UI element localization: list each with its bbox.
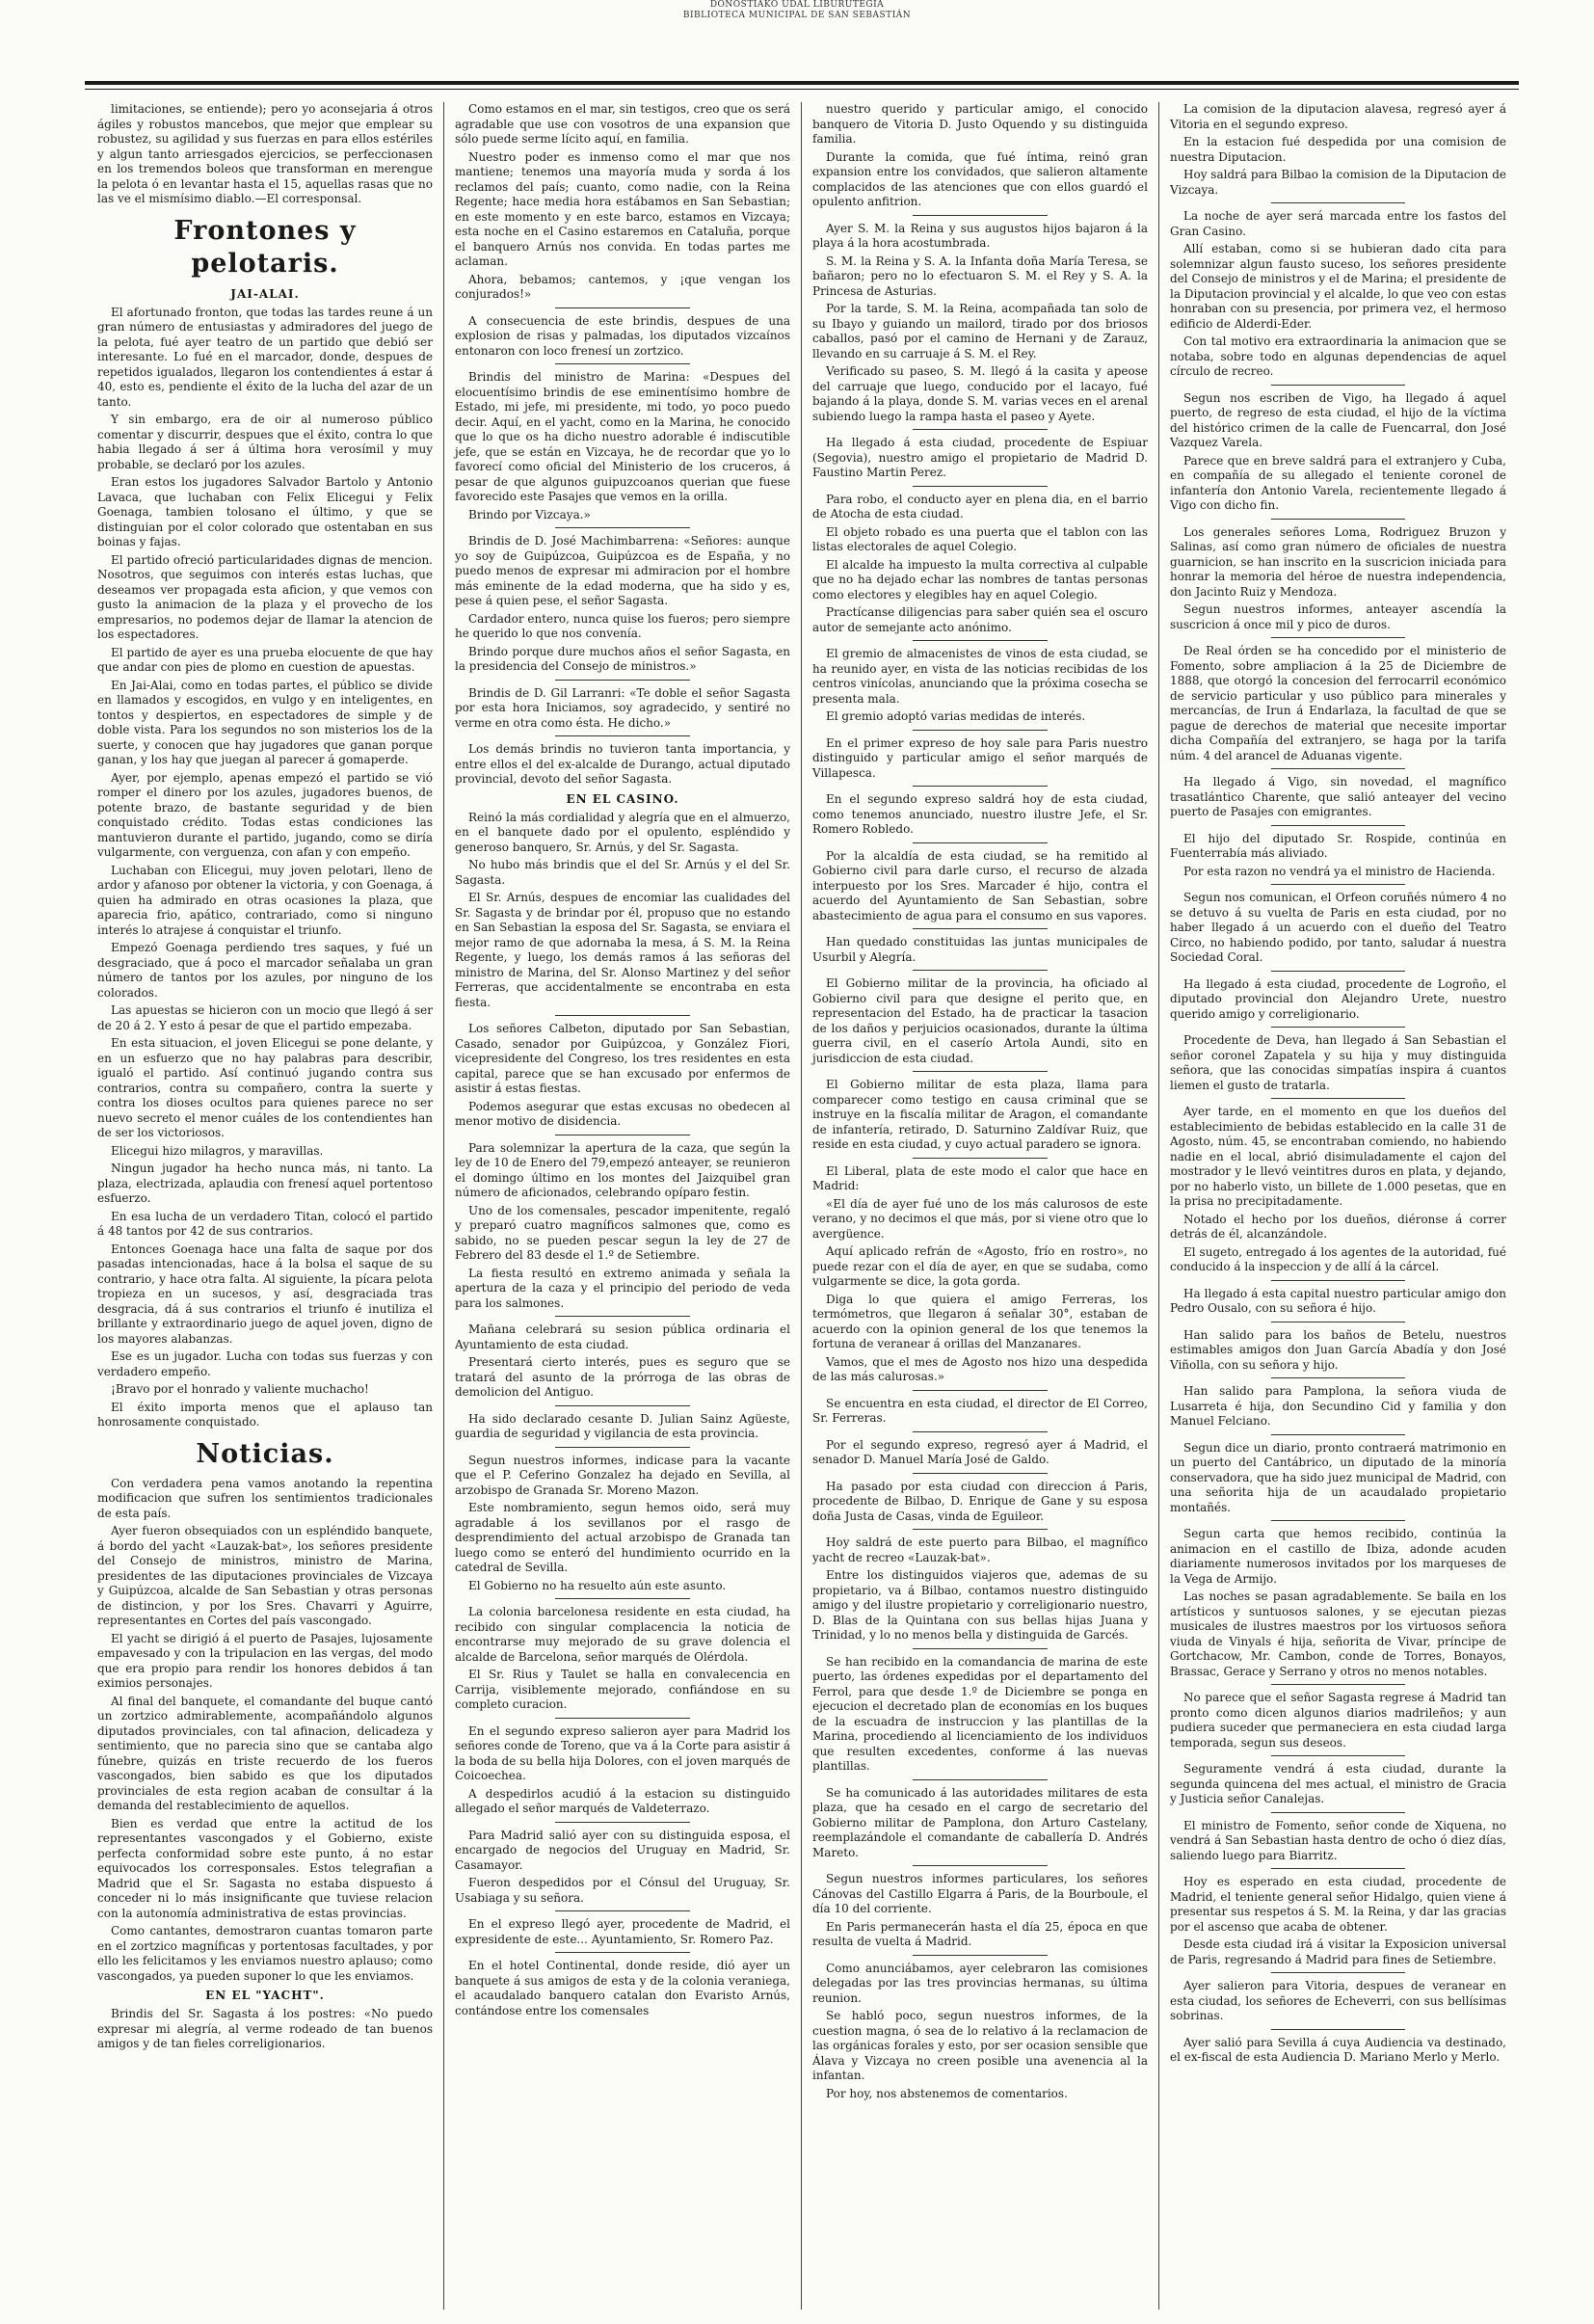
paragraph: Brindo porque dure muchos años el señor Sagasta, en la presidencia del Consejo de ministros.»: [455, 644, 790, 673]
paragraph: Los generales señores Loma, Rodriguez Bruzon y Salinas, así como gran número de oficiales de nuestra guarnicion, se han inscrito en la suscricion iniciada para honrar la memoria del héroe de nuestra independencia, don Jacinto Ruiz y Mendoza.: [1170, 524, 1506, 599]
section-heading-frontones: Frontones y pelotaris.: [173, 215, 357, 279]
separator: [1271, 884, 1406, 885]
paragraph: Aquí aplicado refrán de «Agosto, frío en rostro», no puede rezar con el día de ayer, en que se sudaba, como vulgarmente se dice, la gota gorda.: [812, 1244, 1148, 1288]
separator: [913, 970, 1047, 971]
separator: [913, 1158, 1047, 1159]
paragraph: En el primer expreso de hoy sale para Paris nuestro distinguido y particular amigo el señor marqués de Villapesca.: [812, 735, 1148, 780]
paragraph: Segun nuestros informes, anteayer ascendía la suscricion á once mil y pico de duros.: [1170, 602, 1506, 631]
paragraph: El ministro de Fomento, señor conde de Xiquena, no vendrá á San Sebastian hasta dentro de ocho ó diez días, saliendo luego para Biarritz.: [1170, 1818, 1506, 1862]
separator: [1271, 1812, 1406, 1813]
paragraph: Con verdadera pena vamos anotando la repentina modificacion que sufren los sentimientos tradicionales de esta país.: [97, 1476, 433, 1520]
paragraph: Ayer fueron obsequiados con un espléndido banquete, á bordo del yacht «Lauzak-bat», los señores presidente del Consejo de ministros, ministro de Marina, presidentes de las diputaciones provinciales de Vizcaya y Guipúzcoa, alcalde de San Sebastian y otras personas de distincion, y por los Sres. Chavarri y Aguirre, representantes en Cortes del país vascongado.: [97, 1524, 433, 1627]
paragraph: En el hotel Continental, donde reside, dió ayer un banquete á sus amigos de esta y de la colonia veraniega, el acaudalado banquero catalan don Evaristo Arnús, contándose entre los comensales: [455, 1959, 790, 2017]
paragraph: Empezó Goenaga perdiendo tres saques, y fué un desgraciado, que á poco el marcador señalaba un gran número de tantos por los azules, por ninguno de los colorados.: [97, 941, 433, 1000]
separator: [555, 363, 689, 364]
subheading-en-el-casino: EN EL CASINO.: [566, 791, 679, 806]
paragraph: Elicegui hizo milagros, y maravillas.: [111, 1143, 324, 1158]
separator: [1271, 1027, 1406, 1028]
paragraph: Notado el hecho por los dueños, diéronse á correr detrás de él, alcanzándole.: [1170, 1212, 1506, 1241]
paragraph: Ahora, bebamos; cantemos, y ¡que vengan los conjurados!»: [455, 272, 790, 301]
paragraph: El Gobierno no ha resuelto aún este asunto.: [468, 1578, 727, 1592]
paragraph: La noche de ayer será marcada entre los fastos del Gran Casino.: [1170, 209, 1506, 238]
separator: [913, 1779, 1047, 1780]
paragraph: Practícanse diligencias para saber quién sea el oscuro autor de semejante acto anónimo.: [812, 605, 1148, 634]
separator: [1271, 971, 1406, 972]
paragraph: El partido ofreció particularidades dignas de mencion. Nosotros, que seguimos con interés estas luchas, que deseamos ver propagada esta aficion, y que vemos con gusto la animacion de la plaza y el provecho de los empresarios, no podemos dejar de llamar la atencion de los espectadores.: [97, 552, 433, 641]
paragraph: El Liberal, plata de este modo el calor que hace en Madrid:: [812, 1163, 1148, 1192]
separator: [555, 1447, 689, 1448]
paragraph: Entre los distinguidos viajeros que, ademas de su propietario, va á Bilbao, contamos nuestro distinguido amigo y del ilustre propietario y correligionario nuestro, D. Blas de la Quintana con sus bellas hijas Juana y Trinidad, y lo no menos bella y distinguida de Garcés.: [812, 1568, 1148, 1642]
paragraph: De Real órden se ha concedido por el ministerio de Fomento, sobre ampliacion á la 25 de Diciembre de 1888, que otorgó la concesion del ferrocarril económico de servicio particular y uso público para minerales y mercancías, de Irun á Endarlaza, la facultad de que se pague de derechos de material que necesite importar dicha Compañía del extranjero, se haga por la tarifa núm. 4 del arancel de Aduanas vigente.: [1170, 644, 1506, 762]
paragraph: Ayer S. M. la Reina y sus augustos hijos bajaron á la playa á la hora acostumbrada.: [812, 221, 1148, 250]
paragraph: Han quedado constituidas las juntas municipales de Usurbil y Alegría.: [812, 935, 1148, 964]
separator: [1271, 202, 1406, 203]
paragraph: Ayer tarde, en el momento en que los dueños del establecimiento de bebidas establecido en la calle 31 de Agosto, núm. 45, se encontraban comiendo, no habiendo nadie en el local, abrió disimuladamente el cajon del mostrador y le llevó veintitres duros en plata, y dejando, por no haberlo visto, un billete de 1.000 pesetas, que en la prisa no precipitadamente.: [1170, 1105, 1506, 1208]
paragraph: No hubo más brindis que el del Sr. Arnús y el del Sr. Sagasta.: [455, 858, 790, 887]
paragraph: Vamos, que el mes de Agosto nos hizo una despedida de las más calurosas.»: [812, 1354, 1148, 1383]
paragraph: Por esta razon no vendrá ya el ministro de Hacienda.: [1183, 864, 1496, 878]
library-masthead: [0, 0, 1594, 21]
paragraph: Eran estos los jugadores Salvador Bartolo y Antonio Lavaca, que luchaban con Felix Elicegui y Felix Goenaga, tambien tolosano el último, y que se distinguian por el color colorado que ostentaban en sus boinas y fajas.: [97, 475, 433, 548]
paragraph: La comision de la diputacion alavesa, regresó ayer á Vitoria en el segundo expreso.: [1170, 102, 1506, 131]
separator: [1271, 1377, 1406, 1378]
separator: [555, 735, 689, 736]
subheading-jai-alai: JAI-ALAI.: [230, 286, 300, 301]
paragraph: El Gobierno militar de esta plaza, llama para comparecer como testigo en causa criminal que se instruye en la fiscalía militar de Aragon, el comandante de infantería, retirado, D. Saturnino Zaldívar Ruiz, que reside en esta ciudad, y cuyo actual paradero se ignora.: [812, 1078, 1148, 1151]
paragraph: Reinó la más cordialidad y alegría que en el almuerzo, en el banquete dado por el opulento, espléndido y generoso banquero, Sr. Arnús, y del Sr. Sagasta.: [455, 810, 790, 854]
columns: [87, 102, 1517, 2310]
paragraph: Brindis de D. Gil Larranri: «Te doble el señor Sagasta por esta hora Iniciamos, soy agradecido, y sentiré no verme en otra como ésta. He dicho.»: [455, 685, 790, 730]
separator: [913, 730, 1047, 731]
paragraph: Procedente de Deva, han llegado á San Sebastian el señor coronel Zapatela y su hija y muy distinguida señora, que las conocidas simpatías inspira á cuantos liemen el gusto de tratarla.: [1170, 1033, 1506, 1092]
paragraph: A despedirlos acudió á la estacion su distinguido allegado el señor marqués de Valdeterrazo.: [455, 1786, 790, 1815]
separator: [913, 1431, 1047, 1432]
paragraph: Como cantantes, demostraron cuantas tomaron parte en el zortzico magníficas y portentosas facultades, y por ello les felicitamos y les enviamos nuestro aplauso; como vascongados, ya pueden suponer lo que les enviamos.: [97, 1924, 433, 1983]
separator: [913, 215, 1047, 216]
paragraph: El alcalde ha impuesto la multa correctiva al culpable que no ha dejado echar las nombres de tantas personas como electores y elegibles hay en aquel Colegio.: [812, 557, 1148, 601]
paragraph: Con tal motivo era extraordinaria la animacion que se notaba, sobre todo en algunas dependencias de aquel círculo de recreo.: [1170, 334, 1506, 378]
paragraph: Los señores Calbeton, diputado por San Sebastian, Casado, senador por Guipúzcoa, y González Fiori, vicepresidente del Congreso, los tres residentes en esta capital, parece que se han excusado por enfermos de asistir á estas fiestas.: [455, 1022, 790, 1095]
paragraph: En Jai-Alai, como en todas partes, el público se divide en llamados y escogidos, en vulgo y en inteligentes, en tontos y despiertos, en espectadores de simple y de doble vista. Para los segundos no son misterios los de la suerte, y conocen que hay jugadores que ganan porque ganan, y los hay que juegan al parecer á gomaperde.: [97, 678, 433, 766]
paragraph: El éxito importa menos que el aplauso tan honrosamente conquistado.: [97, 1400, 433, 1429]
paragraph: A consecuencia de este brindis, despues de una explosion de risas y palmadas, los diputados vizcaínos entonaron con loco frenesí un zortzico.: [455, 313, 790, 358]
separator: [555, 1718, 689, 1719]
paragraph: Al final del banquete, el comandante del buque cantó un zortzico admirablemente, acompañándolo algunos diputados provinciales, con tal afinacion, delicadeza y sentimiento, que no parecia sino que se cantaba algo fúnebre, quizás en triste recuerdo de los fueros vascongados, bien sabido es que los diputados provinciales de esta region acaban de consultar á la demanda del restablecimiento de aquellos.: [97, 1694, 433, 1812]
separator: [913, 486, 1047, 487]
paragraph: Ayer salieron para Vitoria, despues de veranear en esta ciudad, los señores de Echeverri, con sus bellísimas sobrinas.: [1170, 1979, 1506, 2022]
paragraph: Ayer, por ejemplo, apenas empezó el partido se vió romper el dinero por los azules, jugadores buenos, de potente brazo, de bastante seguridad y de bien conquistado crédito. Todas estas condiciones las mantuvieron durante el partido, jugando, como se diría vulgarmente, con verguenza, con afan y con empeño.: [97, 770, 433, 859]
separator: [913, 1648, 1047, 1649]
paragraph: Luchaban con Elicegui, muy joven pelotari, lleno de ardor y afanoso por obtener la victoria, y con Goenaga, á quien ha admirado en otras ocasiones la plaza, que aparecia frio, apático, contrariado, como si ninguno interés lo atrajese á conquistar el triunfo.: [97, 863, 433, 937]
paragraph: Brindis del ministro de Marina: «Despues del elocuentísimo brindis de ese eminentísimo hombre de Estado, mi jefe, mi presidente, mi todo, yo poco puedo decir. Aquí, en el yacht, como en la Marina, he conocido que lo que os ha dicho nuestro adorable é indiscutible jefe, que se están en Vizcaya, he de recordar que yo lo favorecí como oficial del Ministerio de los cruceros, á pesar de que algunos guipuzcoanos querian que fuese favorecido este Pasajes que vemos en la orilla.: [455, 370, 790, 503]
paragraph: Desde esta ciudad irá á visitar la Exposicion universal de Paris, regresando á Madrid para fines de Setiembre.: [1170, 1937, 1506, 1966]
paragraph: En el segundo expreso saldrá hoy de esta ciudad, como tenemos anunciado, nuestro ilustre Jefe, el Sr. Romero Robledo.: [812, 792, 1148, 836]
paragraph: Las apuestas se hicieron con un mocio que llegó á ser de 20 á 2. Y esto á pesar de que el partido empezaba.: [97, 1003, 433, 1032]
paragraph: Se habló poco, segun nuestros informes, de la cuestion magna, ó sea de lo relativo á la reclamacion de las orgánicas forales y esto, por ser ocasion sensible que Álava y Vizcaya no creen posible una avenencia al la infantan.: [812, 2009, 1148, 2082]
paragraph: Se encuentra en esta ciudad, el director de El Correo, Sr. Ferreras.: [812, 1396, 1148, 1425]
paragraph: Cardador entero, nunca quise los fueros; pero siempre he querido lo que nos convenía.: [455, 611, 790, 640]
separator: [555, 1598, 689, 1599]
separator: [555, 1910, 689, 1911]
separator: [555, 680, 689, 681]
separator: [1271, 1280, 1406, 1281]
paragraph: El gremio adoptó varias medidas de interés.: [826, 709, 1086, 723]
separator: [1271, 1520, 1406, 1521]
separator: [555, 1822, 689, 1823]
paragraph: Por el segundo expreso, regresó ayer á Madrid, el senador D. Manuel María José de Galdo.: [812, 1437, 1148, 1466]
paragraph: Durante la comida, que fué íntima, reinó gran expansion entre los convidados, que salieron altamente complacidos de las atenciones que con ellos guardó el opulento anfitrion.: [812, 149, 1148, 208]
separator: [1271, 385, 1406, 386]
separator: [1271, 519, 1406, 520]
paragraph: Y sin embargo, era de oir al numeroso público comentar y discurrir, despues que el éxito, contra lo que habia llegado á ser á última hora verosímil y muy probable, se declaró por los azules.: [97, 413, 433, 471]
separator: [555, 1316, 689, 1317]
separator: [913, 640, 1047, 641]
paragraph: Hoy saldrá de este puerto para Bilbao, el magnífico yacht de recreo «Lauzak-bat».: [812, 1536, 1148, 1564]
paragraph: Allí estaban, como si se hubieran dado cita para solemnizar algun fausto suceso, los señores presidente del Consejo de ministros y el de Marina; el presidente de la Diputacion provincial y el alcalde, lo que veo con estas honraban con su presencia, por primera vez, el hermoso edificio de Alderdi-Eder.: [1170, 242, 1506, 331]
paragraph: Ha pasado por esta ciudad con direccion á Paris, procedente de Bilbao, D. Enrique de Gane y su esposa doña Justa de Casas, vinda de Eguileor.: [812, 1479, 1148, 1523]
column-1: [87, 102, 444, 2310]
paragraph: Ha sido declarado cesante D. Julian Sainz Agüeste, guardia de seguridad y vigilancia de esta provincia.: [455, 1411, 790, 1440]
paragraph: En esa lucha de un verdadero Titan, colocó el partido á 48 tantos por 42 de sus contrarios.: [97, 1209, 433, 1238]
separator: [555, 1015, 689, 1016]
separator: [1271, 1868, 1406, 1869]
separator: [555, 1952, 689, 1953]
paragraph: En el segundo expreso salieron ayer para Madrid los señores conde de Toreno, que va á la Corte para asistir á la boda de su bella hija Dolores, con el joven marqués de Coicoechea.: [455, 1723, 790, 1782]
top-rule-thin: [85, 89, 1519, 90]
paragraph: En el expreso llegó ayer, procedente de Madrid, el expresidente de este... Ayuntamiento, Sr. Romero Paz.: [455, 1917, 790, 1946]
paragraph: Ha llegado á Vigo, sin novedad, el magnífico trasatlántico Charente, que salió anteayer del vecino puerto de Pasajes con emigrantes.: [1170, 775, 1506, 818]
paragraph: El gremio de almacenistes de vinos de esta ciudad, se ha reunido ayer, en vista de las noticias recibidas de los centros vinícolas, anunciando que la próxima cosecha se presenta mala.: [812, 647, 1148, 706]
top-rule-thick: [85, 81, 1519, 85]
paragraph: La colonia barcelonesa residente en esta ciudad, ha recibido con singular complacencia la noticia de encontrarse muy mejorado de su grave dolencia el alcalde de Barcelona, señor marqués de Olérdola.: [455, 1605, 790, 1664]
paragraph: El objeto robado es una puerta que el tablon con las listas electorales de aquel Colegio.: [812, 524, 1148, 553]
paragraph: Ningun jugador ha hecho nunca más, ni tanto. La plaza, electrizada, aplaudia con frenesí aquel portentoso esfuerzo.: [97, 1162, 433, 1205]
paragraph: Mañana celebrará su sesion pública ordinaria el Ayuntamiento de esta ciudad.: [455, 1322, 790, 1351]
paragraph: Uno de los comensales, pescador impenitente, regaló y preparó cuatro magníficos salmones que, como es sabido, no se pueden pescar segun la ley de 27 de Febrero del 83 desde el 1.º de Setiembre.: [455, 1203, 790, 1262]
paragraph: Segun carta que hemos recibido, continúa la animacion en el castillo de Ibiza, adonde acuden diariamente numerosos invitados por los marqueses de la Vega de Armijo.: [1170, 1527, 1506, 1586]
separator: [1271, 637, 1406, 638]
paragraph: El sugeto, entregado á los agentes de la autoridad, fué conducido á la inspeccion y de allí á la cárcel.: [1170, 1244, 1506, 1273]
paragraph: Este nombramiento, segun hemos oido, será muy agradable á los sevillanos por el rasgo de desprendimiento del actual arzobispo de Granada tan luego como se enteró del hundimiento ocurrido en la catedral de Sevilla.: [455, 1501, 790, 1574]
paragraph: El yacht se dirigió á el puerto de Pasajes, lujosamente empavesado y con la tripulacion en las vergas, del modo que era propio para rendir los honores debidos á tan eximios personajes.: [97, 1631, 433, 1690]
paragraph: Las noches se pasan agradablemente. Se baila en los artísticos y suntuosos salones, y se ejecutan piezas musicales de ilustres maestros por los virtuosos señora viuda de Vinyals é hija, señorita de Vivar, príncipe de Gortchacow, Mr. Cambon, conde de Torres, Bonayos, Brassac, Gerace y Serrano y otros no menos notables.: [1170, 1589, 1506, 1678]
paragraph: La fiesta resultó en extremo animada y señala la apertura de la caza y el principio del periodo de veda para los salmones.: [455, 1266, 790, 1310]
separator: [1271, 825, 1406, 826]
paragraph: Entonces Goenaga hace una falta de saque por dos pasadas intencionadas, hace á la bolsa el saque de su contrario, y hace otra falta. Al siguiente, la pícara pelota tropieza en un sucesos, y así, desgraciada tras desgracia, dá á sus contrarios el triunfo é inutiliza el brillante y extraordinario juego de aquel joven, digno de los mayores alabanzas.: [97, 1242, 433, 1346]
paragraph: En la estacion fué despedida por una comision de nuestra Diputacion.: [1170, 135, 1506, 164]
separator: [1271, 1434, 1406, 1435]
paragraph: Hoy es esperado en esta ciudad, procedente de Madrid, el teniente general señor Hidalgo, quien viene á presentar sus respetos á S. M. la Reina, y dar las gracias por el ascenso que acaba de obtener.: [1170, 1875, 1506, 1934]
section-heading-noticias: Noticias.: [196, 1438, 334, 1469]
paragraph: El Sr. Rius y Taulet se halla en convalecencia en Carrija, visiblemente mejorado, confiándose en su completo curacion.: [455, 1668, 790, 1711]
paragraph: Fueron despedidos por el Cónsul del Uruguay, Sr. Usabiaga y su señora.: [455, 1876, 790, 1905]
paragraph: Seguramente vendrá á esta ciudad, durante la segunda quincena del mes actual, el ministro de Gracia y Justicia señor Canalejas.: [1170, 1762, 1506, 1805]
separator: [913, 429, 1047, 430]
separator: [913, 1955, 1047, 1956]
separator: [555, 1405, 689, 1406]
paragraph: Bien es verdad que entre la actitud de los representantes vascongados y el Gobierno, existe perfecta conformidad sobre este punto, á no estar equivocados los corresponsales. Estos telegrafian a Madrid que el Sr. Sagasta no estaba dispuesto á conceder ni lo más insignificante que tuviese relacion con la autonomía administrativa de estas provincias.: [97, 1816, 433, 1920]
paragraph: Verificado su paseo, S. M. llegó á la casita y apeose del carruaje que luego, conducido por el lacayo, fué bajando á la playa, donde S. M. varias veces en el arenal subiendo luego la rampa hasta el paseo y Ayete.: [812, 364, 1148, 423]
separator: [913, 842, 1047, 843]
paragraph: Nuestro poder es inmenso como el mar que nos mantiene; tenemos una mayoría muda y sorda á los reclamos del país; cuanto, como nadie, con la Reina Regente; hace media hora estábamos en San Sebastian; en este momento y en este barco, estamos en Vizcaya; esta noche en el Casino estaremos en Cataluña, porque el banquero Arnús nos convida. En todas partes me aclaman.: [455, 149, 790, 268]
paragraph: limitaciones, se entiende); pero yo aconsejaria á otros ágiles y robustos mancebos, que mejor que emplear su robustez, su agilidad y sus fuerzas en para ellos estériles y algun tanto arriesgados ejercicios, se perfeccionasen en los tremendos boleos que transforman en merengue la pelota ó en levantar hasta el 15, aquellas rasas que no las ve el mismísimo diablo.—El corresponsal.: [97, 102, 433, 205]
separator: [1271, 1684, 1406, 1685]
paragraph: Para Madrid salió ayer con su distinguida esposa, el encargado de negocios del Uruguay en Madrid, Sr. Casamayor.: [455, 1828, 790, 1872]
paragraph: Han salido para Pamplona, la señora viuda de Lusarreta é hija, don Secundino Cid y familia y don Manuel Felciano.: [1170, 1384, 1506, 1428]
paragraph: Parece que en breve saldrá para el extranjero y Cuba, en compañía de su allegado el teniente coronel de infantería don Antonio Varela, recientemente llegado á Vigo con dicho fin.: [1170, 453, 1506, 512]
separator: [913, 928, 1047, 929]
paragraph: Brindis del Sr. Sagasta á los postres: «No puedo expresar mi alegría, al verme rodeado de tan buenos amigos y de tan fieles correligionarios.: [97, 2007, 433, 2050]
paragraph: Como anunciábamos, ayer celebraron las comisiones delegadas por las tres provincias hermanas, su última reunion.: [812, 1961, 1148, 2005]
separator: [913, 786, 1047, 787]
paragraph: nuestro querido y particular amigo, el conocido banquero de Vitoria D. Justo Oquendo y su distinguida familia.: [812, 102, 1148, 146]
paragraph: Para robo, el conducto ayer en plena dia, en el barrio de Atocha de esta ciudad.: [812, 492, 1148, 521]
paragraph: Segun dice un diario, pronto contraerá matrimonio en un puerto del Cantábrico, un diputado de la minoría conservadora, que ha sido juez municipal de Madrid, con una señorita hija de un acaudalado propietario montañés.: [1170, 1440, 1506, 1514]
paragraph: En esta situacion, el joven Elicegui se pone delante, y en un esfuerzo que no hay palabras para describir, igualó el partido. Así continuó jugando contra sus contrarios, contra su compañero, contra la suerte y contra los dioses ocultos para quienes parece no ser nuevo secreto el menor cuáles de los contendientes han de ser los victoriosos.: [97, 1036, 433, 1139]
paragraph: Se ha comunicado á las autoridades militares de esta plaza, que ha cesado en el cargo de secretario del Gobierno militar de Pamplona, don Arturo Castelany, reemplazándole el comandante de caballería D. Andrés Mareto.: [812, 1785, 1148, 1859]
subheading-en-el-yacht: EN EL "YACHT".: [205, 1989, 325, 2002]
paragraph: Diga lo que quiera el amigo Ferreras, los termómetros, que llegaron á señalar 30°, estaban de acuerdo con la opinion general de los que tenemos la fortuna de veranear á orillas del Manzanares.: [812, 1292, 1148, 1350]
paragraph: Para solemnizar la apertura de la caza, que según la ley de 10 de Enero del 79,empezó anteayer, se reunieron el domingo último en los montes del Jaizquibel gran número de aficionados, celebrando opíparo festin.: [455, 1140, 790, 1199]
paragraph: Por hoy, nos abstenemos de comentarios.: [826, 2086, 1068, 2100]
separator: [555, 307, 689, 308]
paragraph: Ha llegado á esta ciudad, procedente de Espiuar (Segovia), nuestro amigo el propietario de Madrid D. Faustino Martin Perez.: [812, 436, 1148, 479]
paragraph: Hoy saldrá para Bilbao la comision de la Diputacion de Vizcaya.: [1170, 168, 1506, 197]
separator: [1271, 1755, 1406, 1756]
paragraph: Como estamos en el mar, sin testigos, creo que os será agradable que use con vosotros de una expansion que sólo puede serme lícito aquí, en familia.: [455, 102, 790, 146]
paragraph: Segun nos comunican, el Orfeon coruñés número 4 no se detuvo á su vuelta de Paris en esta ciudad, por no haber llegado á un acuerdo con el dueño del Teatro Circo, no habiendo podido, por tanto, saludar á nuestra Sociedad Coral.: [1170, 891, 1506, 964]
separator: [1271, 2029, 1406, 2030]
paragraph: S. M. la Reina y S. A. la Infanta doña María Teresa, se bañaron; pero no lo efectuaron S. M. el Rey y S. A. la Princesa de Asturias.: [812, 254, 1148, 298]
separator: [1271, 1972, 1406, 1973]
separator: [1271, 768, 1406, 769]
column-4: [1159, 102, 1517, 2310]
paragraph: Brindis de D. José Machimbarrena: «Señores: aunque yo soy de Guipúzcoa, Guipúzcoa es de España, y no puedo menos de expresar mi admiracion por el hombre más eminente de la edad moderna, que ha sido y es, pese á quien pese, el señor Sagasta.: [455, 534, 790, 607]
paragraph: Ese es un jugador. Lucha con todas sus fuerzas y con verdadero empeño.: [97, 1349, 433, 1378]
masthead-line-2: BIBLIOTECA MUNICIPAL DE SAN SEBASTIÁN: [682, 11, 912, 20]
paragraph: Presentará cierto interés, pues es seguro que se tratará del asunto de la prórroga de las obras de demolicion del Antiguo.: [455, 1355, 790, 1399]
paragraph: Los demás brindis no tuvieron tanta importancia, y entre ellos el del ex-alcalde de Durango, actual diputado provincial, devoto del señor Sagasta.: [455, 742, 790, 786]
column-3: [802, 102, 1159, 2310]
paragraph: Segun nos escriben de Vigo, ha llegado á aquel puerto, de regreso de esta ciudad, el hijo de la víctima del histórico crimen de la calle de Fuencarral, don José Vazquez Varela.: [1170, 390, 1506, 449]
paragraph: ¡Bravo por el honrado y valiente muchacho!: [111, 1382, 369, 1396]
paragraph: El afortunado fronton, que todas las tardes reune á un gran número de entusiastas y admiradores del juego de la pelota, fué ayer teatro de un partido que debió ser interesante. Lo fué en el marcador, donde, despues de repetidos igualados, llegaron los contendientes á estar á 40, esto es, pendiente el éxito de la lucha del azar de un tanto.: [97, 305, 433, 409]
separator: [913, 1071, 1047, 1072]
masthead-line-1: DONOSTIAKO UDAL LIBURUTEGIA: [709, 0, 885, 10]
paragraph: El Sr. Arnús, despues de encomiar las cualidades del Sr. Sagasta y de brindar por él, propuso que no estando en San Sebastian la esposa del Sr. Sagasta, se enviara el mejor ramo de que adornaba la mesa, á S. M. la Reina Regente, y luego, los demás ramos á las señoras del ministro de Marina, del Sr. Alonso Martinez y del señor Ferreras, que accidentalmente se encontraba en esta fiesta.: [455, 891, 790, 1009]
paragraph: Segun nuestros informes, indicase para la vacante que el P. Ceferino Gonzalez ha dejado en Sevilla, al arzobispo de Granada Sr. Moreno Mazon.: [455, 1453, 790, 1497]
paragraph: En Paris permanecerán hasta el día 25, época en que resulta de vuelta á Madrid.: [812, 1919, 1148, 1948]
paragraph: Ha llegado á esta ciudad, procedente de Logroño, el diputado provincial don Alejandro Urete, nuestro querido amigo y correligionario.: [1170, 976, 1506, 1021]
paragraph: El partido de ayer es una prueba elocuente de que hay que andar con pies de plomo en cuestion de apuestas.: [97, 645, 433, 674]
paragraph: Han salido para los baños de Betelu, nuestros estimables amigos don Juan García Abadía y don José Viñolla, con su señora y hijo.: [1170, 1327, 1506, 1372]
separator: [913, 1529, 1047, 1530]
paragraph: Se han recibido en la comandancia de marina de este puerto, las órdenes expedidas por el departamento del Ferrol, para que desde 1.º de Diciembre se ponga en ejecucion el decretado plan de economías en los buques de la escuadra de instruccion y las plantillas de la Marina, procediendo al licenciamiento de los individuos que resulten excedentes, conforme á las nuevas plantillas.: [812, 1654, 1148, 1773]
paragraph: Ha llegado á esta capital nuestro particular amigo don Pedro Ousalo, con su señora é hijo.: [1170, 1286, 1506, 1315]
separator: [1271, 1098, 1406, 1099]
separator: [913, 1473, 1047, 1474]
paragraph: Segun nuestros informes particulares, los señores Cánovas del Castillo Elgarra á Paris, de la Bourboule, el día 10 del corriente.: [812, 1872, 1148, 1915]
paragraph: «El día de ayer fué uno de los más calurosos de este verano, y no decimos el que más, por si viene otro que lo avergüence.: [812, 1196, 1148, 1241]
column-2: [444, 102, 802, 2310]
separator: [913, 1390, 1047, 1391]
paragraph: El Gobierno militar de la provincia, ha oficiado al Gobierno civil para que designe el perito que, en representacion del Estado, ha de practicar la tasacion de los daños y perjuicios ocasionados, durante la última guerra civil, en el caserío Artola Aundi, sito en jurisdiccion de esta ciudad.: [812, 976, 1148, 1065]
paragraph: Ayer salió para Sevilla á cuya Audiencia va destinado, el ex-fiscal de esta Audiencia D. Mariano Merlo y Merlo.: [1170, 2035, 1506, 2064]
paragraph: No parece que el señor Sagasta regrese á Madrid tan pronto como dicen algunos diarios madrileños; y aun pudiera suceder que permaneciera en esta ciudad larga temporada, segun sus deseos.: [1170, 1691, 1506, 1750]
paragraph: Brindo por Vizcaya.»: [468, 507, 591, 521]
paragraph: Por la tarde, S. M. la Reina, acompañada tan solo de su Ibayo y guiando un mailord, tirado por dos briosos caballos, pasó por el camino de Hernani y de Zarauz, llevando en su carruaje á S. M. el Rey.: [812, 302, 1148, 361]
separator: [913, 1865, 1047, 1866]
paragraph: Por la alcaldía de esta ciudad, se ha remitido al Gobierno civil para darle curso, el recurso de alzada interpuesto por los Sres. Marcader é hijo, contra el acuerdo del Ayuntamiento de San Sebastian, sobre abastecimiento de agua para el consumo en sus vapores.: [812, 848, 1148, 922]
paragraph: El hijo del diputado Sr. Rospide, continúa en Fuenterrabía más aliviado.: [1170, 831, 1506, 860]
separator: [555, 527, 689, 528]
paragraph: Podemos asegurar que estas excusas no obedecen al menor motivo de disidencia.: [455, 1099, 790, 1128]
